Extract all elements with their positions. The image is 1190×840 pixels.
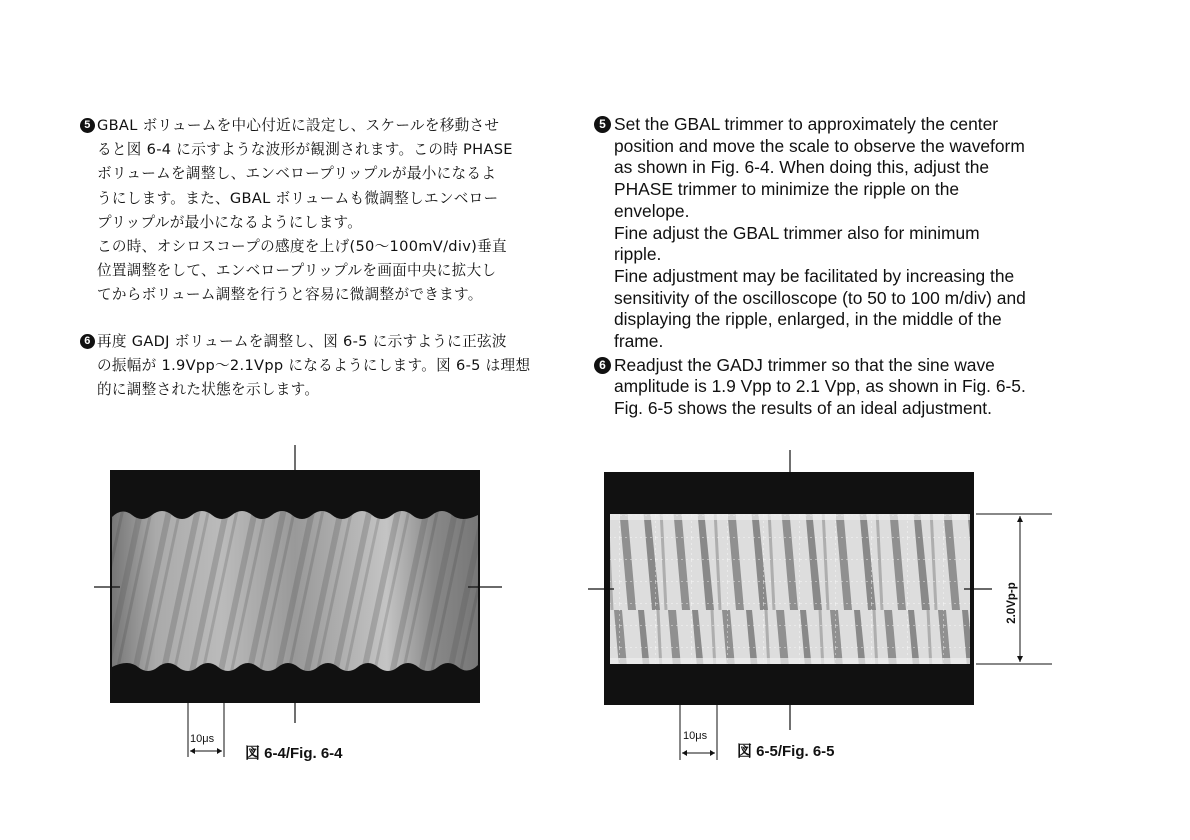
step-5-marker-jp: 5 <box>80 118 95 133</box>
en-step-5-text <box>614 114 1026 353</box>
en-step5-line: frame. <box>614 331 664 352</box>
fig64-scale-label: 10μs <box>190 733 215 745</box>
fig65-amplitude-label: 2.0Vp-p <box>1006 582 1018 624</box>
en-step5-line: ripple. <box>614 244 662 265</box>
jp-step6-line: の振幅が 1.9Vpp～2.1Vpp になるようにします。図 6-5 は理想 <box>97 356 531 374</box>
en-step5-line: as shown in Fig. 6-4. When doing this, adjust the <box>614 157 990 178</box>
en-step5-line: envelope. <box>614 200 690 221</box>
figure-6-4-waveform <box>90 445 510 765</box>
step-6-marker-en: 6 <box>594 357 611 374</box>
en-step-5 <box>594 114 1078 353</box>
jp-step6-line: 的に調整された状態を示します。 <box>97 381 320 399</box>
en-step-6 <box>594 355 1078 420</box>
en-step5-line: Fine adjustment may be facilitated by increasing the <box>614 265 1015 286</box>
jp-step-6 <box>80 330 555 403</box>
fig65-caption: 図 6-5/Fig. 6-5 <box>737 743 835 760</box>
japanese-column <box>80 114 555 402</box>
en-step6-line: amplitude is 1.9 Vpp to 2.1 Vpp, as shown in Fig. 6-5. <box>614 376 1026 397</box>
en-step5-line: Fine adjust the GBAL trimmer also for minimum <box>614 222 980 243</box>
jp-step5-line: てからボリューム調整を行うと容易に微調整ができます。 <box>97 286 483 304</box>
en-step6-line: Fig. 6-5 shows the results of an ideal adjustment. <box>614 398 992 419</box>
jp-step5-line: ボリュームを調整し、エンベロープリップルが最小になるよ <box>97 165 497 183</box>
jp-step-6-text <box>97 330 530 403</box>
jp-step5-line: この時、オシロスコープの感度を上げ(50～100mV/div)垂直 <box>97 238 507 256</box>
step-5-marker-en: 5 <box>594 116 611 133</box>
jp-step-5 <box>80 114 555 308</box>
jp-step5-line: プリップルが最小になるようにします。 <box>97 213 363 231</box>
jp-step-5-text <box>97 114 513 308</box>
jp-step5-line: GBAL ボリュームを中心付近に設定し、スケールを移動させ <box>97 117 500 134</box>
fig64-caption: 図 6-4/Fig. 6-4 <box>245 745 343 762</box>
jp-step6-line: 再度 GADJ ボリュームを調整し、図 6-5 に示すように正弦波 <box>97 332 507 350</box>
en-step5-line: position and move the scale to observe the waveform <box>614 135 1025 156</box>
en-step5-line: sensitivity of the oscilloscope (to 50 to 100 m/div) and <box>614 287 1026 308</box>
jp-step5-line: 位置調整をして、エンベロープリップルを画面中央に拡大し <box>97 262 497 280</box>
en-step-6-text <box>614 355 1026 420</box>
step-6-marker-jp: 6 <box>80 334 95 349</box>
jp-step5-line: ると図 6-4 に示すような波形が観測されます。この時 PHASE <box>97 141 513 159</box>
english-column <box>594 114 1078 420</box>
jp-step5-line: うにします。また、GBAL ボリュームも微調整しエンベロー <box>97 189 499 207</box>
en-step6-line: Readjust the GADJ trimmer so that the sine wave <box>614 354 995 375</box>
en-step5-line: PHASE trimmer to minimize the ripple on the <box>614 179 960 200</box>
en-step5-line: displaying the ripple, enlarged, in the middle of the <box>614 309 1002 330</box>
en-step5-line: Set the GBAL trimmer to approximately the center <box>614 114 999 134</box>
fig65-scale-label: 10μs <box>683 730 708 742</box>
